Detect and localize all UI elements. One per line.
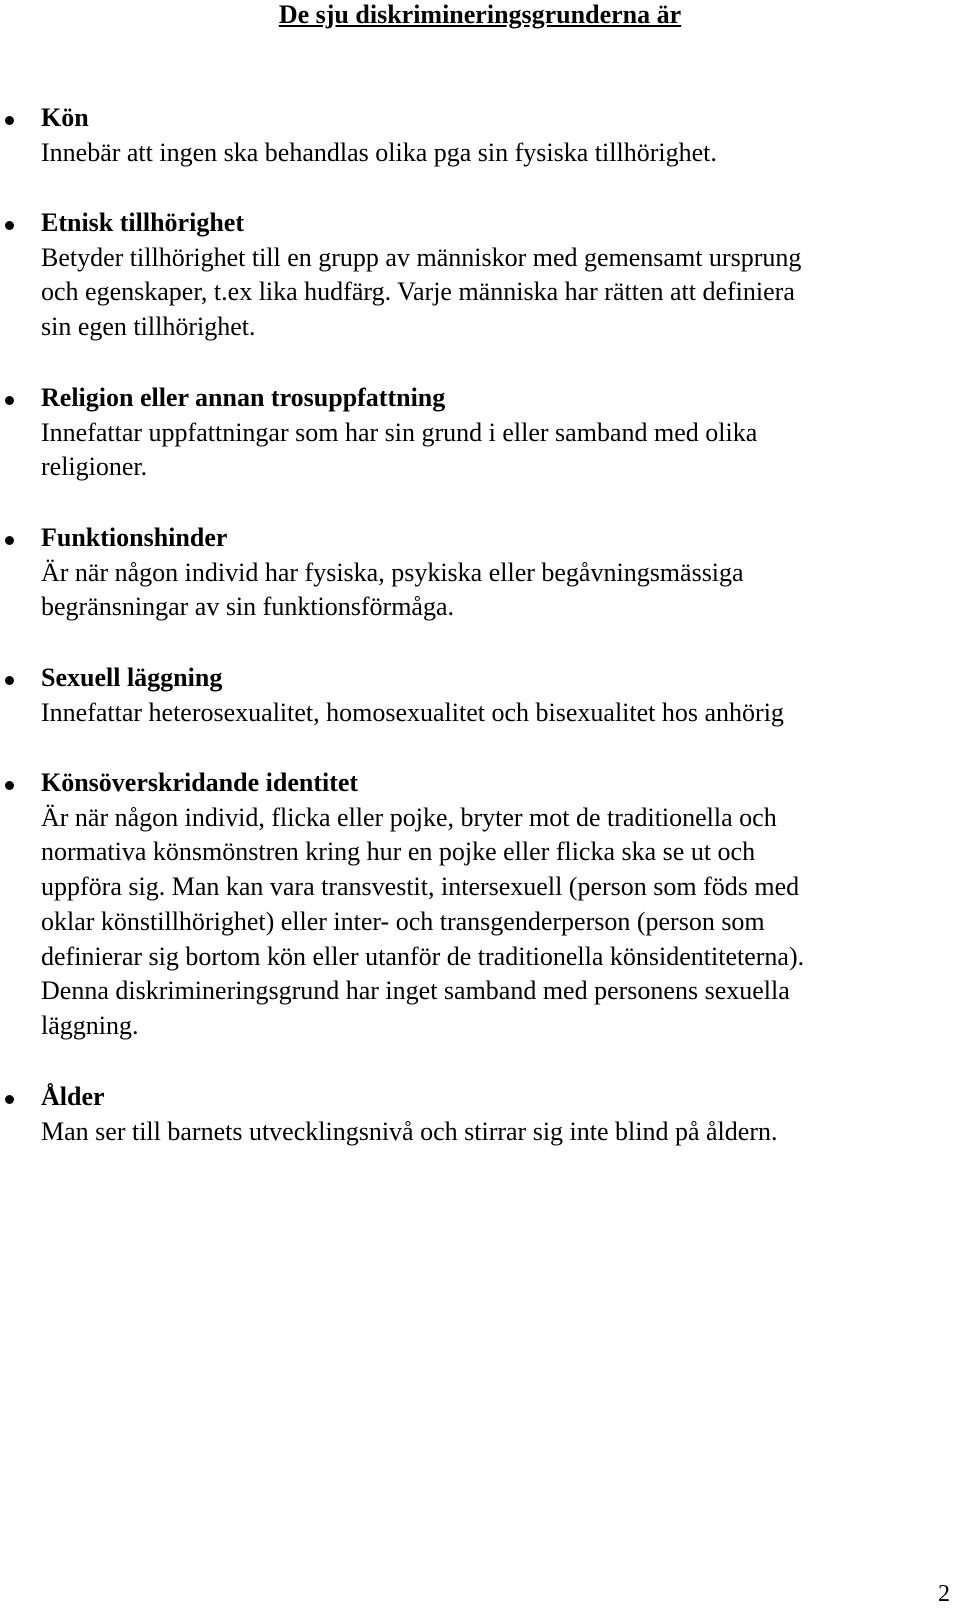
section-description-line: definierar sig bortom kön eller utanför de traditionella könsidentiteterna).	[41, 941, 805, 971]
section-description-line: Är när någon individ, flicka eller pojke, bryter mot de traditionella och	[41, 802, 777, 832]
section-heading: Etnisk tillhörighet	[41, 208, 244, 237]
section-description-line: Betyder tillhörighet till en grupp av människor med gemensamt ursprung	[41, 242, 802, 272]
section-description-line: och egenskaper, t.ex lika hudfärg. Varje människa har rätten att definiera	[41, 277, 795, 307]
section-description-line: normativa könsmönstren kring hur en pojke eller flicka ska se ut och	[41, 837, 756, 867]
section-description-line: oklar könstillhörighet) eller inter- och transgenderperson (person som	[41, 906, 765, 936]
section-heading: Sexuell läggning	[41, 663, 223, 692]
section-description-line: religioner.	[41, 452, 148, 482]
page-number: 2	[938, 1581, 950, 1607]
section-description-line: Innefattar heterosexualitet, homosexualitet och bisexualitet hos anhörig	[41, 697, 784, 727]
section-heading: Religion eller annan trosuppfattning	[41, 383, 446, 412]
bullet-icon	[5, 536, 14, 545]
bullet-icon	[5, 1095, 14, 1104]
section-description-line: uppföra sig. Man kan vara transvestit, intersexuell (person som föds med	[41, 872, 800, 902]
bullet-icon	[5, 396, 14, 405]
bullet-icon	[5, 116, 14, 125]
page-title: De sju diskrimineringsgrunderna är	[278, 0, 682, 29]
section-heading: Funktionshinder	[41, 523, 228, 552]
section-description-line: Denna diskrimineringsgrund har inget samband med personens sexuella	[41, 976, 790, 1006]
bullet-icon	[5, 781, 14, 790]
section-description-line: begränsningar av sin funktionsförmåga.	[41, 592, 455, 622]
section-heading: Ålder	[41, 1082, 105, 1111]
section-description-line: Man ser till barnets utvecklingsnivå och stirrar sig inte blind på åldern.	[41, 1116, 778, 1146]
section-description-line: Innebär att ingen ska behandlas olika pga sin fysiska tillhörighet.	[41, 137, 717, 167]
section-description-line: Innefattar uppfattningar som har sin grund i eller samband med olika	[41, 417, 758, 447]
section-heading: Kön	[41, 103, 89, 132]
bullet-icon	[5, 676, 14, 685]
section-heading: Könsöverskridande identitet	[41, 768, 359, 797]
bullet-icon	[5, 221, 14, 230]
section-description-line: Är när någon individ har fysiska, psykiska eller begåvningsmässiga	[41, 557, 744, 587]
section-description-line: sin egen tillhörighet.	[41, 312, 256, 342]
section-description-line: läggning.	[41, 1010, 139, 1040]
